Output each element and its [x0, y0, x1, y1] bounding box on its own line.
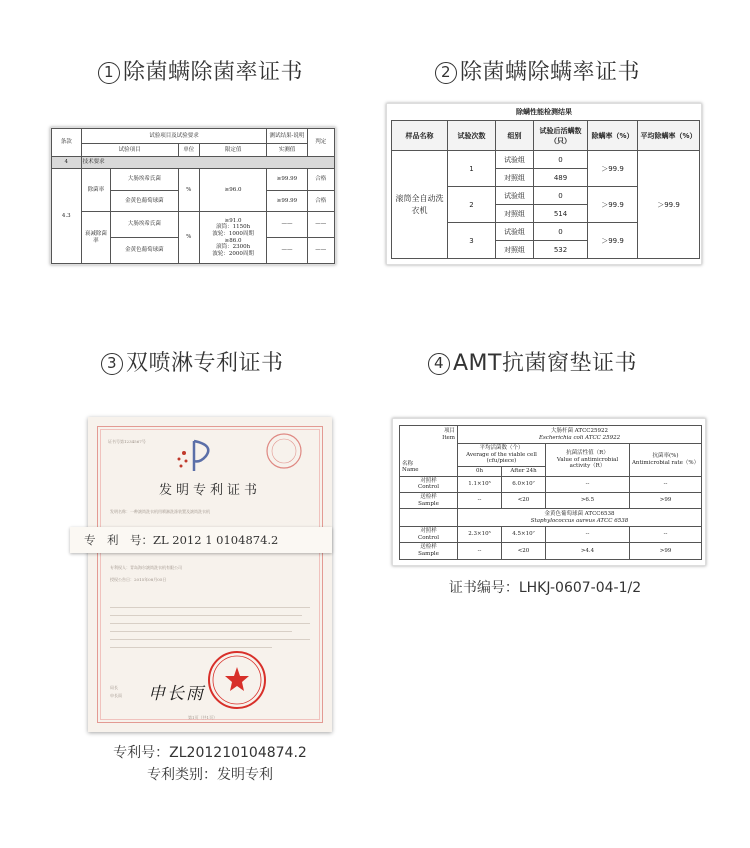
staph-en: Staphylococcus aureus ATCC 6538 [530, 517, 629, 524]
patentee-line: 专利权人：青岛海尔滚筒洗衣机有限公司 [110, 565, 182, 570]
removal-rate: ＞99.9 [588, 223, 638, 259]
ecoli-sample-24h: <20 [502, 492, 546, 508]
item-label [442, 428, 455, 441]
signature: 申长雨 [148, 684, 205, 704]
group-label: 试验组 [496, 187, 534, 205]
staph-sample-0h: -- [458, 543, 502, 559]
sample-label [400, 543, 458, 559]
mite-count: 514 [534, 205, 588, 223]
certificate-title: 发明专利证书 [158, 483, 261, 498]
group-label: 对照组 [496, 241, 534, 259]
ecoli-cn: 大肠杆菌 ATCC25922 [551, 427, 609, 434]
judge-1: 合格 [307, 168, 334, 190]
section-title-4-text: AMT抗菌窗垫证书 [453, 351, 637, 376]
ecoli-control-24h: 6.0×10⁷ [502, 476, 546, 492]
item-staph-2: 金黄色葡萄球菌 [111, 238, 179, 264]
director-name: 申长雨 [110, 693, 122, 698]
ecoli-sample-value: >6.5 [546, 492, 630, 508]
staph-control-value: -- [546, 527, 630, 543]
staph-sample-rate: >99 [630, 543, 702, 559]
item-en: Item [442, 434, 455, 441]
ecoli-control-rate: -- [630, 476, 702, 492]
text-line [110, 607, 310, 608]
col-average-rate: 平均除螨率（%） [638, 121, 700, 151]
control-en: Control [418, 534, 439, 541]
trial-number: 1 [448, 151, 496, 187]
official-seal-icon [206, 649, 268, 711]
text-line [110, 639, 310, 640]
col-live-mites: 试验后活螨数（只） [534, 121, 588, 151]
category-decay-rate: 衰减除菌率 [81, 212, 111, 264]
row-4-number: 4 [52, 157, 82, 169]
category-sterilization-rate: 除菌率 [81, 168, 111, 211]
actual-2: ≥99.99 [267, 190, 307, 212]
section-title-1 [98, 55, 303, 86]
avg-header [458, 444, 546, 467]
control-cn: 对照样 [420, 477, 437, 484]
mite-count: 532 [534, 241, 588, 259]
text-line [110, 615, 302, 616]
page-footer: 第1页（共1页） [188, 715, 218, 720]
judge-3: —— [307, 212, 334, 238]
patent-office-logo-icon [170, 439, 216, 475]
sample-en: Sample [418, 550, 439, 557]
mite-count: 489 [534, 169, 588, 187]
control-label [400, 476, 458, 492]
group-label: 试验组 [496, 151, 534, 169]
col-clause: 条款 [52, 129, 82, 157]
col-actual: 实测值 [267, 144, 307, 157]
control-en: Control [418, 484, 439, 491]
section-title-3-text: 双喷淋专利证书 [126, 351, 284, 376]
text-line [110, 623, 310, 624]
certificate-number: 证书编号：LHKJ-0607-04-1/2 [448, 580, 642, 596]
actual-1: ≥99.99 [267, 168, 307, 190]
sample-name: 滚筒全自动洗衣机 [392, 151, 448, 259]
patent-number-caption: 专利号：ZL201210104874.2 [113, 745, 307, 761]
patent-number-strip: 专 利 号：ZL 2012 1 0104874.2 [70, 527, 332, 553]
top-stamp-icon [264, 431, 304, 471]
actual-4: —— [267, 238, 307, 264]
section-number-4: 4 [428, 353, 450, 375]
staph-control-24h: 4.5×10⁷ [502, 527, 546, 543]
section-number-2: 2 [435, 62, 457, 84]
col-unit: 单位 [178, 144, 199, 157]
name-cn: 名称 [402, 460, 414, 467]
average-rate: ＞99.9 [638, 151, 700, 259]
col-removal-rate: 除螨率（%） [588, 121, 638, 151]
limit-2-c: 波轮：1000周期 [212, 230, 254, 237]
text-line [110, 647, 272, 648]
col-0h: 0h [458, 466, 502, 476]
mite-count: 0 [534, 223, 588, 241]
sample-label [400, 492, 458, 508]
section-title-3 [101, 346, 284, 377]
grant-date-line: 授权公告日：2015年08月05日 [110, 577, 167, 582]
sample-cn: 送检样 [420, 544, 437, 551]
rate-header [630, 444, 702, 477]
limit-2-a: ≥91.0 [224, 217, 242, 224]
director-label: 局长 [110, 685, 118, 690]
group-label: 对照组 [496, 205, 534, 223]
removal-rate: ＞99.9 [588, 151, 638, 187]
limit-2-b: 滚筒：1150h [216, 224, 251, 231]
section-number-1: 1 [98, 62, 120, 84]
actual-3: —— [267, 212, 307, 238]
limit-1: ≥96.0 [199, 168, 267, 211]
row-4-text: 技术要求 [81, 157, 334, 169]
val-cn: 抗菌活性值（R） [566, 450, 609, 456]
limit-2-d: ≥86.0 [224, 237, 242, 244]
judge-4: —— [307, 238, 334, 264]
name-label [402, 461, 419, 474]
staph-header [458, 509, 702, 527]
val-en: Value of antimicrobial activity（R） [556, 456, 619, 470]
mite-removal-table [391, 120, 700, 259]
col-judgement: 判定 [307, 129, 334, 157]
item-staph: 金黄色葡萄球菌 [111, 190, 179, 212]
invention-name-line: 发明名称：一种滚筒洗衣机用喷淋洗涤装置及滚筒洗衣机 [110, 509, 210, 514]
col-items-requirements: 试验项目及试验要求 [81, 129, 267, 144]
name-en: Name [402, 467, 419, 474]
judge-2: 合格 [307, 190, 334, 212]
rate-en: Antimicrobial rate（%） [631, 459, 700, 466]
limit-2 [199, 212, 267, 264]
ecoli-sample-0h: -- [458, 492, 502, 508]
col-test-item: 试验项目 [81, 144, 178, 157]
group-label: 对照组 [496, 169, 534, 187]
col-limit: 限定值 [199, 144, 267, 157]
clause-number: 4.3 [52, 168, 82, 263]
staph-sample-24h: <20 [502, 543, 546, 559]
limit-2-e: 滚筒：2300h [216, 244, 251, 251]
text-line [110, 631, 292, 632]
sample-cn: 送检样 [420, 493, 437, 500]
staph-cn: 金黄色葡萄球菌 ATCC6538 [544, 511, 615, 518]
item-ecoli-2: 大肠埃希氏菌 [111, 212, 179, 238]
section-number-3: 3 [101, 353, 123, 375]
col-result: 测试结果-说明 [267, 129, 307, 144]
ecoli-control-value: -- [546, 476, 630, 492]
avg-en: Average of the viable cell (cfu/piece) [466, 451, 537, 465]
item-cn: 项目 [443, 428, 455, 434]
trial-number: 2 [448, 187, 496, 223]
item-ecoli: 大肠埃希氏菌 [111, 168, 179, 190]
control-cn: 对照样 [420, 528, 437, 535]
ecoli-en: Escherichia coli ATCC 25922 [538, 434, 621, 441]
mite-removal-table-card [386, 103, 702, 265]
staph-sample-value: >4.4 [546, 543, 630, 559]
limit-2-f: 波轮：2000周期 [212, 250, 254, 257]
col-trials: 试验次数 [448, 121, 496, 151]
col-24h: After 24h [502, 466, 546, 476]
sterilization-rate-table-card [50, 127, 336, 265]
patent-type-caption: 专利类别：发明专利 [147, 767, 273, 783]
staph-control-0h: 2.3×10⁵ [458, 527, 502, 543]
avg-cn: 平均活菌数（个） [479, 445, 524, 451]
sterilization-rate-table [51, 128, 335, 264]
section-title-4 [428, 346, 637, 377]
section-title-2 [435, 55, 640, 86]
section-title-1-text: 除菌螨除菌率证书 [123, 60, 304, 85]
col-sample: 样品名称 [392, 121, 448, 151]
certificate-header-small: 证书号第1234567号 [108, 439, 146, 444]
mite-count: 0 [534, 187, 588, 205]
blank-cell [400, 509, 458, 527]
ecoli-control-0h: 1.1×10⁵ [458, 476, 502, 492]
patent-certificate [84, 417, 332, 732]
rate-cn: 抗菌率(%) [652, 453, 679, 460]
col-group: 组别 [496, 121, 534, 151]
value-header [546, 444, 630, 477]
ecoli-sample-rate: >99 [630, 492, 702, 508]
mite-count: 0 [534, 151, 588, 169]
ecoli-header [458, 426, 702, 444]
control-label [400, 527, 458, 543]
section-title-2-text: 除菌螨除螨率证书 [460, 60, 641, 85]
sample-en: Sample [418, 500, 439, 507]
staph-control-rate: -- [630, 527, 702, 543]
mite-table-title: 除螨性能检测结果 [516, 108, 572, 116]
unit-2: % [178, 212, 199, 264]
unit-1: % [178, 168, 199, 211]
antibacterial-table-card [392, 418, 706, 566]
trial-number: 3 [448, 223, 496, 259]
antibacterial-table [399, 425, 702, 560]
removal-rate: ＞99.9 [588, 187, 638, 223]
group-label: 试验组 [496, 223, 534, 241]
header-corner [400, 426, 458, 477]
